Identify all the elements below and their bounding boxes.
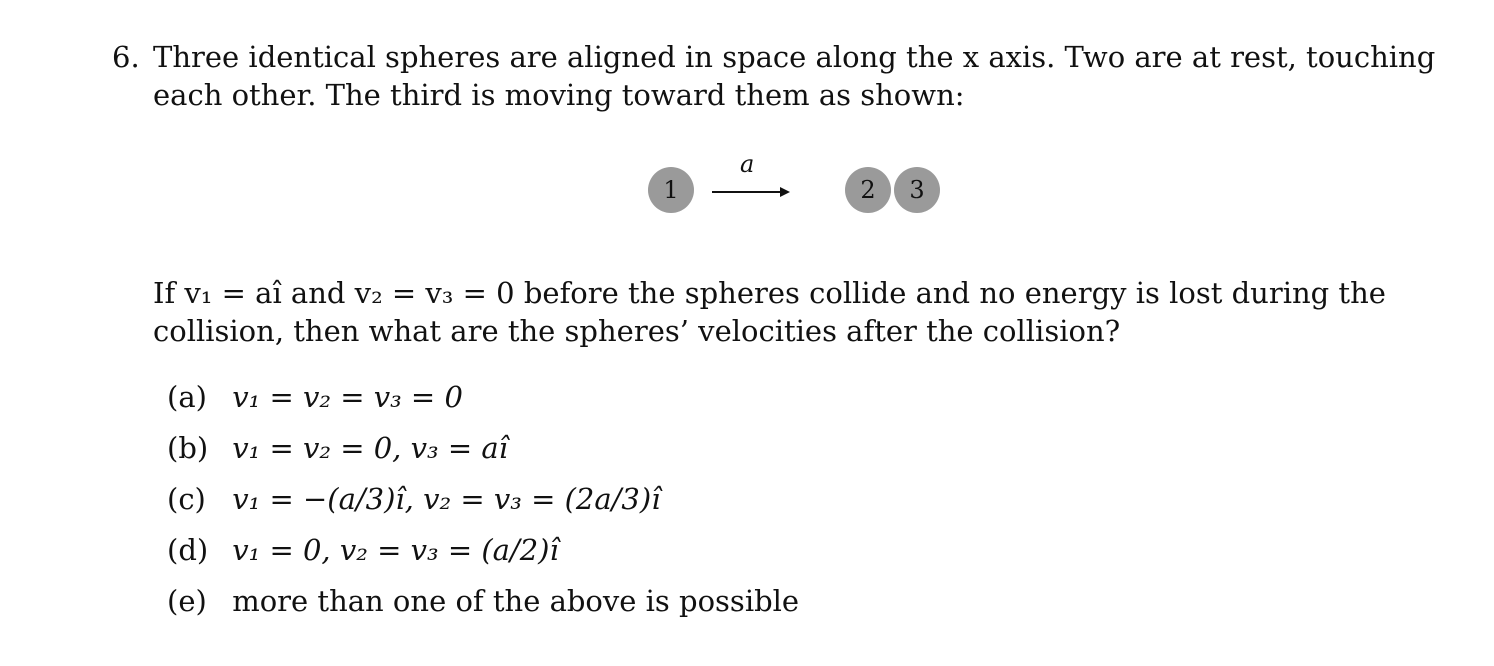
choice-text: more than one of the above is possible (232, 584, 800, 618)
sphere-3: 3 (894, 167, 940, 213)
problem-block (112, 38, 1452, 114)
choice-letter: (a) (167, 380, 207, 414)
choice-letter: (d) (167, 533, 209, 567)
problem-intro: Three identical spheres are aligned in space along the x axis. Two are at rest, touching each other. The third is moving toward them as shown: (153, 40, 1436, 112)
problem-number: 6. (112, 40, 140, 74)
choice-text: v₁ = −(a/3)î, v₂ = v₃ = (2a/3)î (232, 482, 661, 516)
choice-d[interactable] (167, 531, 799, 582)
collision-diagram (640, 150, 960, 230)
choice-text: v₁ = v₂ = 0, v₃ = aî (232, 431, 508, 465)
choice-letter: (b) (167, 431, 209, 465)
choice-b[interactable] (167, 429, 799, 480)
choice-e[interactable] (167, 582, 799, 633)
choice-text: v₁ = 0, v₂ = v₃ = (a/2)î (232, 533, 559, 567)
answer-choices (167, 378, 799, 633)
problem-condition: If v₁ = aî and v₂ = v₃ = 0 before the spheres collide and no energy is lost during the collision, then what are the spheres’ velocities after the collision? (153, 276, 1386, 348)
sphere-1: 1 (648, 167, 694, 213)
choice-letter: (c) (167, 482, 206, 516)
choice-text: v₁ = v₂ = v₃ = 0 (232, 380, 463, 414)
sphere-2: 2 (845, 167, 891, 213)
velocity-arrow-icon (712, 186, 790, 198)
choice-letter: (e) (167, 584, 207, 618)
choice-c[interactable] (167, 480, 799, 531)
choice-a[interactable] (167, 378, 799, 429)
velocity-label: a (740, 150, 755, 178)
problem-body (153, 38, 1452, 114)
